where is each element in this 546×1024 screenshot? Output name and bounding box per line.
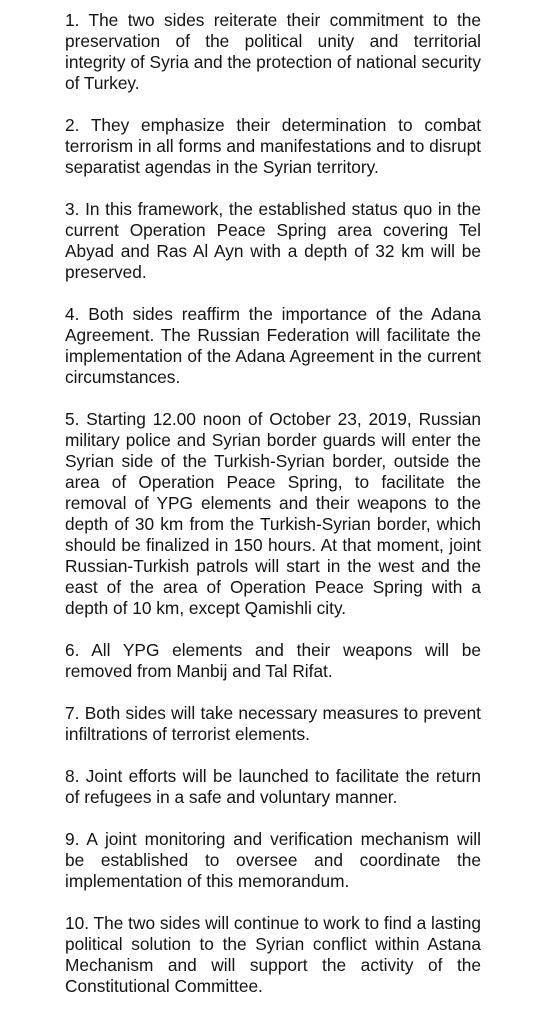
memorandum-text <box>65 10 481 1018</box>
paragraph-9: 9. A joint monitoring and verification mechanism will be established to oversee and coordinate the implementation of this memorandum. <box>65 829 481 891</box>
paragraph-5: 5. Starting 12.00 noon of October 23, 2019, Russian military police and Syrian border guards will enter the Syrian side of the Turkish-Syrian border, outside the area of Operation Peace Spring, to facilitate the removal of YPG elements and their weapons to the depth of 30 km from the Turkish-Syrian border, which should be finalized in 150 hours. At that moment, joint Russian-Turkish patrols will start in the west and the east of the area of Operation Peace Spring with a depth of 10 km, except Qamishli city. <box>65 409 481 618</box>
paragraph-3: 3. In this framework, the established status quo in the current Operation Peace Spring area covering Tel Abyad and Ras Al Ayn with a depth of 32 km will be preserved. <box>65 199 481 282</box>
paragraph-1: 1. The two sides reiterate their commitment to the preservation of the political unity and territorial integrity of Syria and the protection of national security of Turkey. <box>65 10 481 93</box>
paragraph-7: 7. Both sides will take necessary measures to prevent infiltrations of terrorist elements. <box>65 703 481 744</box>
paragraph-10: 10. The two sides will continue to work to find a lasting political solution to the Syrian conflict within Astana Mechanism and will support the activity of the Constitutional Committee. <box>65 913 481 996</box>
paragraph-8: 8. Joint efforts will be launched to facilitate the return of refugees in a safe and voluntary manner. <box>65 766 481 807</box>
paragraph-2: 2. They emphasize their determination to combat terrorism in all forms and manifestations and to disrupt separatist agendas in the Syrian territory. <box>65 115 481 177</box>
paragraph-4: 4. Both sides reaffirm the importance of the Adana Agreement. The Russian Federation will facilitate the implementation of the Adana Agreement in the current circumstances. <box>65 304 481 387</box>
paragraph-6: 6. All YPG elements and their weapons will be removed from Manbij and Tal Rifat. <box>65 640 481 681</box>
